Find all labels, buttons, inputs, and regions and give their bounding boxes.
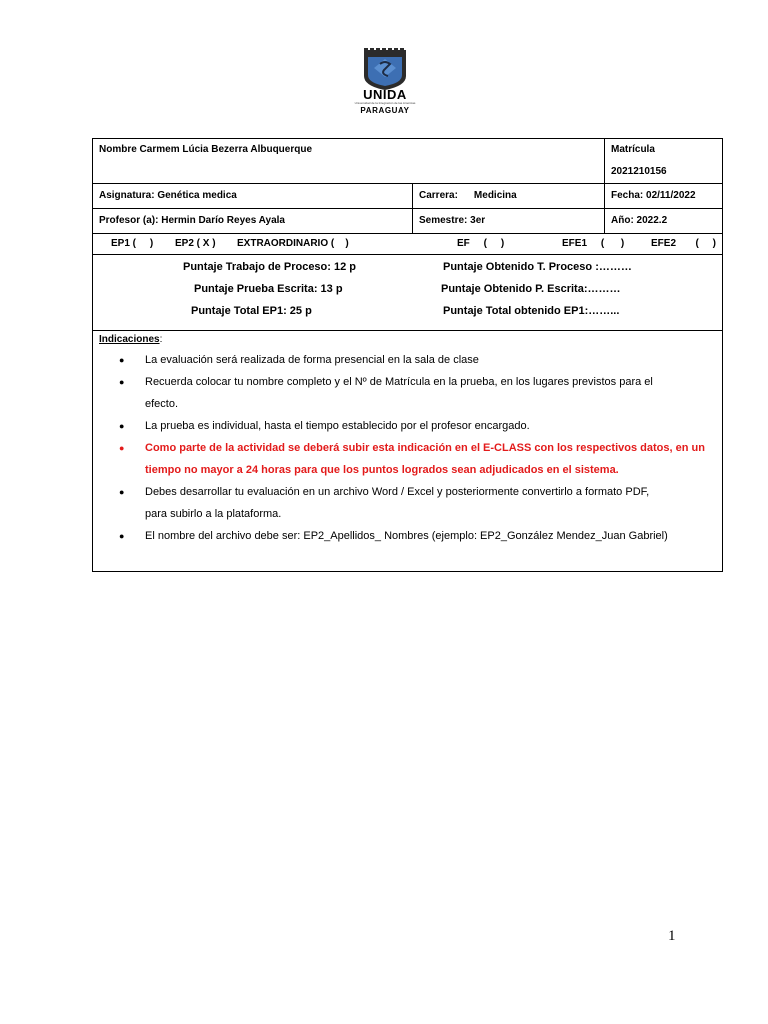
scores-cell	[93, 255, 723, 331]
logo-wordmark: UNIDA	[363, 87, 407, 102]
list-item-highlighted: ● Como parte de la actividad se deberá subir esta indicación en el E-CLASS con los respectivos datos, en un	[99, 437, 716, 459]
score-obtenido-proceso: Puntaje Obtenido T. Proceso :………	[443, 261, 632, 273]
form-row-eval-types	[93, 234, 723, 255]
list-item-continuation: efecto.	[145, 398, 179, 410]
page-number: 1	[668, 928, 676, 944]
asignatura-cell	[93, 184, 413, 209]
list-item: ● Debes desarrollar tu evaluación en un archivo Word / Excel y posteriormente convertirlo a formato PDF,	[99, 481, 716, 503]
asignatura-text: Asignatura: Genética medica	[99, 190, 237, 201]
semestre-cell	[413, 209, 605, 234]
matricula-label: Matrícula	[611, 144, 655, 155]
efe2-option: EFE2 ( )	[651, 238, 717, 249]
indicaciones-colon: :	[159, 334, 163, 345]
list-item: ● La evaluación será realizada de forma presencial en la sala de clase	[99, 349, 716, 371]
score-total: Puntaje Total EP1: 25 p	[191, 305, 312, 317]
fecha-cell	[605, 184, 723, 209]
matricula-value: 2021210156	[611, 166, 667, 177]
score-proceso: Puntaje Trabajo de Proceso: 12 p	[183, 261, 356, 273]
list-item-continuation: para subirlo a la plataforma.	[145, 508, 282, 520]
list-item: ● La prueba es individual, hasta el tiempo establecido por el profesor encargado.	[99, 415, 716, 437]
logo-country: PARAGUAY	[360, 106, 410, 115]
bullet-icon: ●	[119, 443, 125, 453]
bullet-icon: ●	[119, 355, 125, 365]
anio-text: Año: 2022.2	[611, 215, 668, 226]
form-row-course	[93, 184, 723, 209]
score-escrita: Puntaje Prueba Escrita: 13 p	[194, 283, 343, 295]
carrera-cell	[413, 184, 605, 209]
form-row-indicaciones	[93, 331, 723, 572]
carrera-value: Medicina	[473, 190, 517, 201]
bullet-icon: ●	[119, 421, 125, 431]
semestre-text: Semestre: 3er	[419, 215, 486, 226]
evaluation-form-table	[92, 138, 723, 572]
anio-cell	[605, 209, 723, 234]
efe1-option: EFE1 ( )	[562, 238, 625, 249]
bullet-icon: ●	[119, 377, 125, 387]
profesor-cell	[93, 209, 413, 234]
ep1-option: EP1 ( )	[111, 238, 154, 249]
form-row-scores	[93, 255, 723, 331]
indicaciones-heading	[99, 331, 716, 349]
bullet-icon: ●	[119, 531, 125, 541]
ef-option: EF ( )	[457, 238, 505, 249]
extraordinario-option: EXTRAORDINARIO ( )	[237, 238, 349, 249]
list-item: ● Recuerda colocar tu nombre completo y el Nº de Matrícula en la prueba, en los lugares previstos para el	[99, 371, 716, 393]
student-name-cell	[93, 139, 605, 184]
indicaciones-cell	[93, 331, 723, 572]
student-name: Nombre Carmem Lúcia Bezerra Albuquerque	[99, 144, 313, 155]
indicaciones-list	[99, 349, 716, 547]
logo-subtitle: Universidad de la Integración de las Américas	[354, 101, 416, 105]
form-row-professor	[93, 209, 723, 234]
bullet-icon: ●	[119, 487, 125, 497]
ep2-option: EP2 ( X )	[175, 238, 216, 249]
eval-types-cell	[93, 234, 723, 255]
list-item-continuation: tiempo no mayor a 24 horas para que los puntos logrados sean adjudicados en el sistema.	[145, 464, 619, 476]
list-item: ● El nombre del archivo debe ser: EP2_Apellidos_ Nombres (ejemplo: EP2_González Mendez_Juan Gabriel)	[99, 525, 716, 547]
profesor-text: Profesor (a): Hermin Darío Reyes Ayala	[99, 215, 285, 226]
fecha-text: Fecha: 02/11/2022	[611, 190, 696, 201]
carrera-label: Carrera:	[419, 190, 458, 201]
indicaciones-title: Indicaciones	[99, 334, 160, 345]
matricula-cell	[605, 139, 723, 184]
form-row-student	[93, 139, 723, 184]
score-obtenido-escrita: Puntaje Obtenido P. Escrita:………	[441, 283, 621, 295]
score-total-obtenido: Puntaje Total obtenido EP1:……...	[443, 305, 620, 317]
